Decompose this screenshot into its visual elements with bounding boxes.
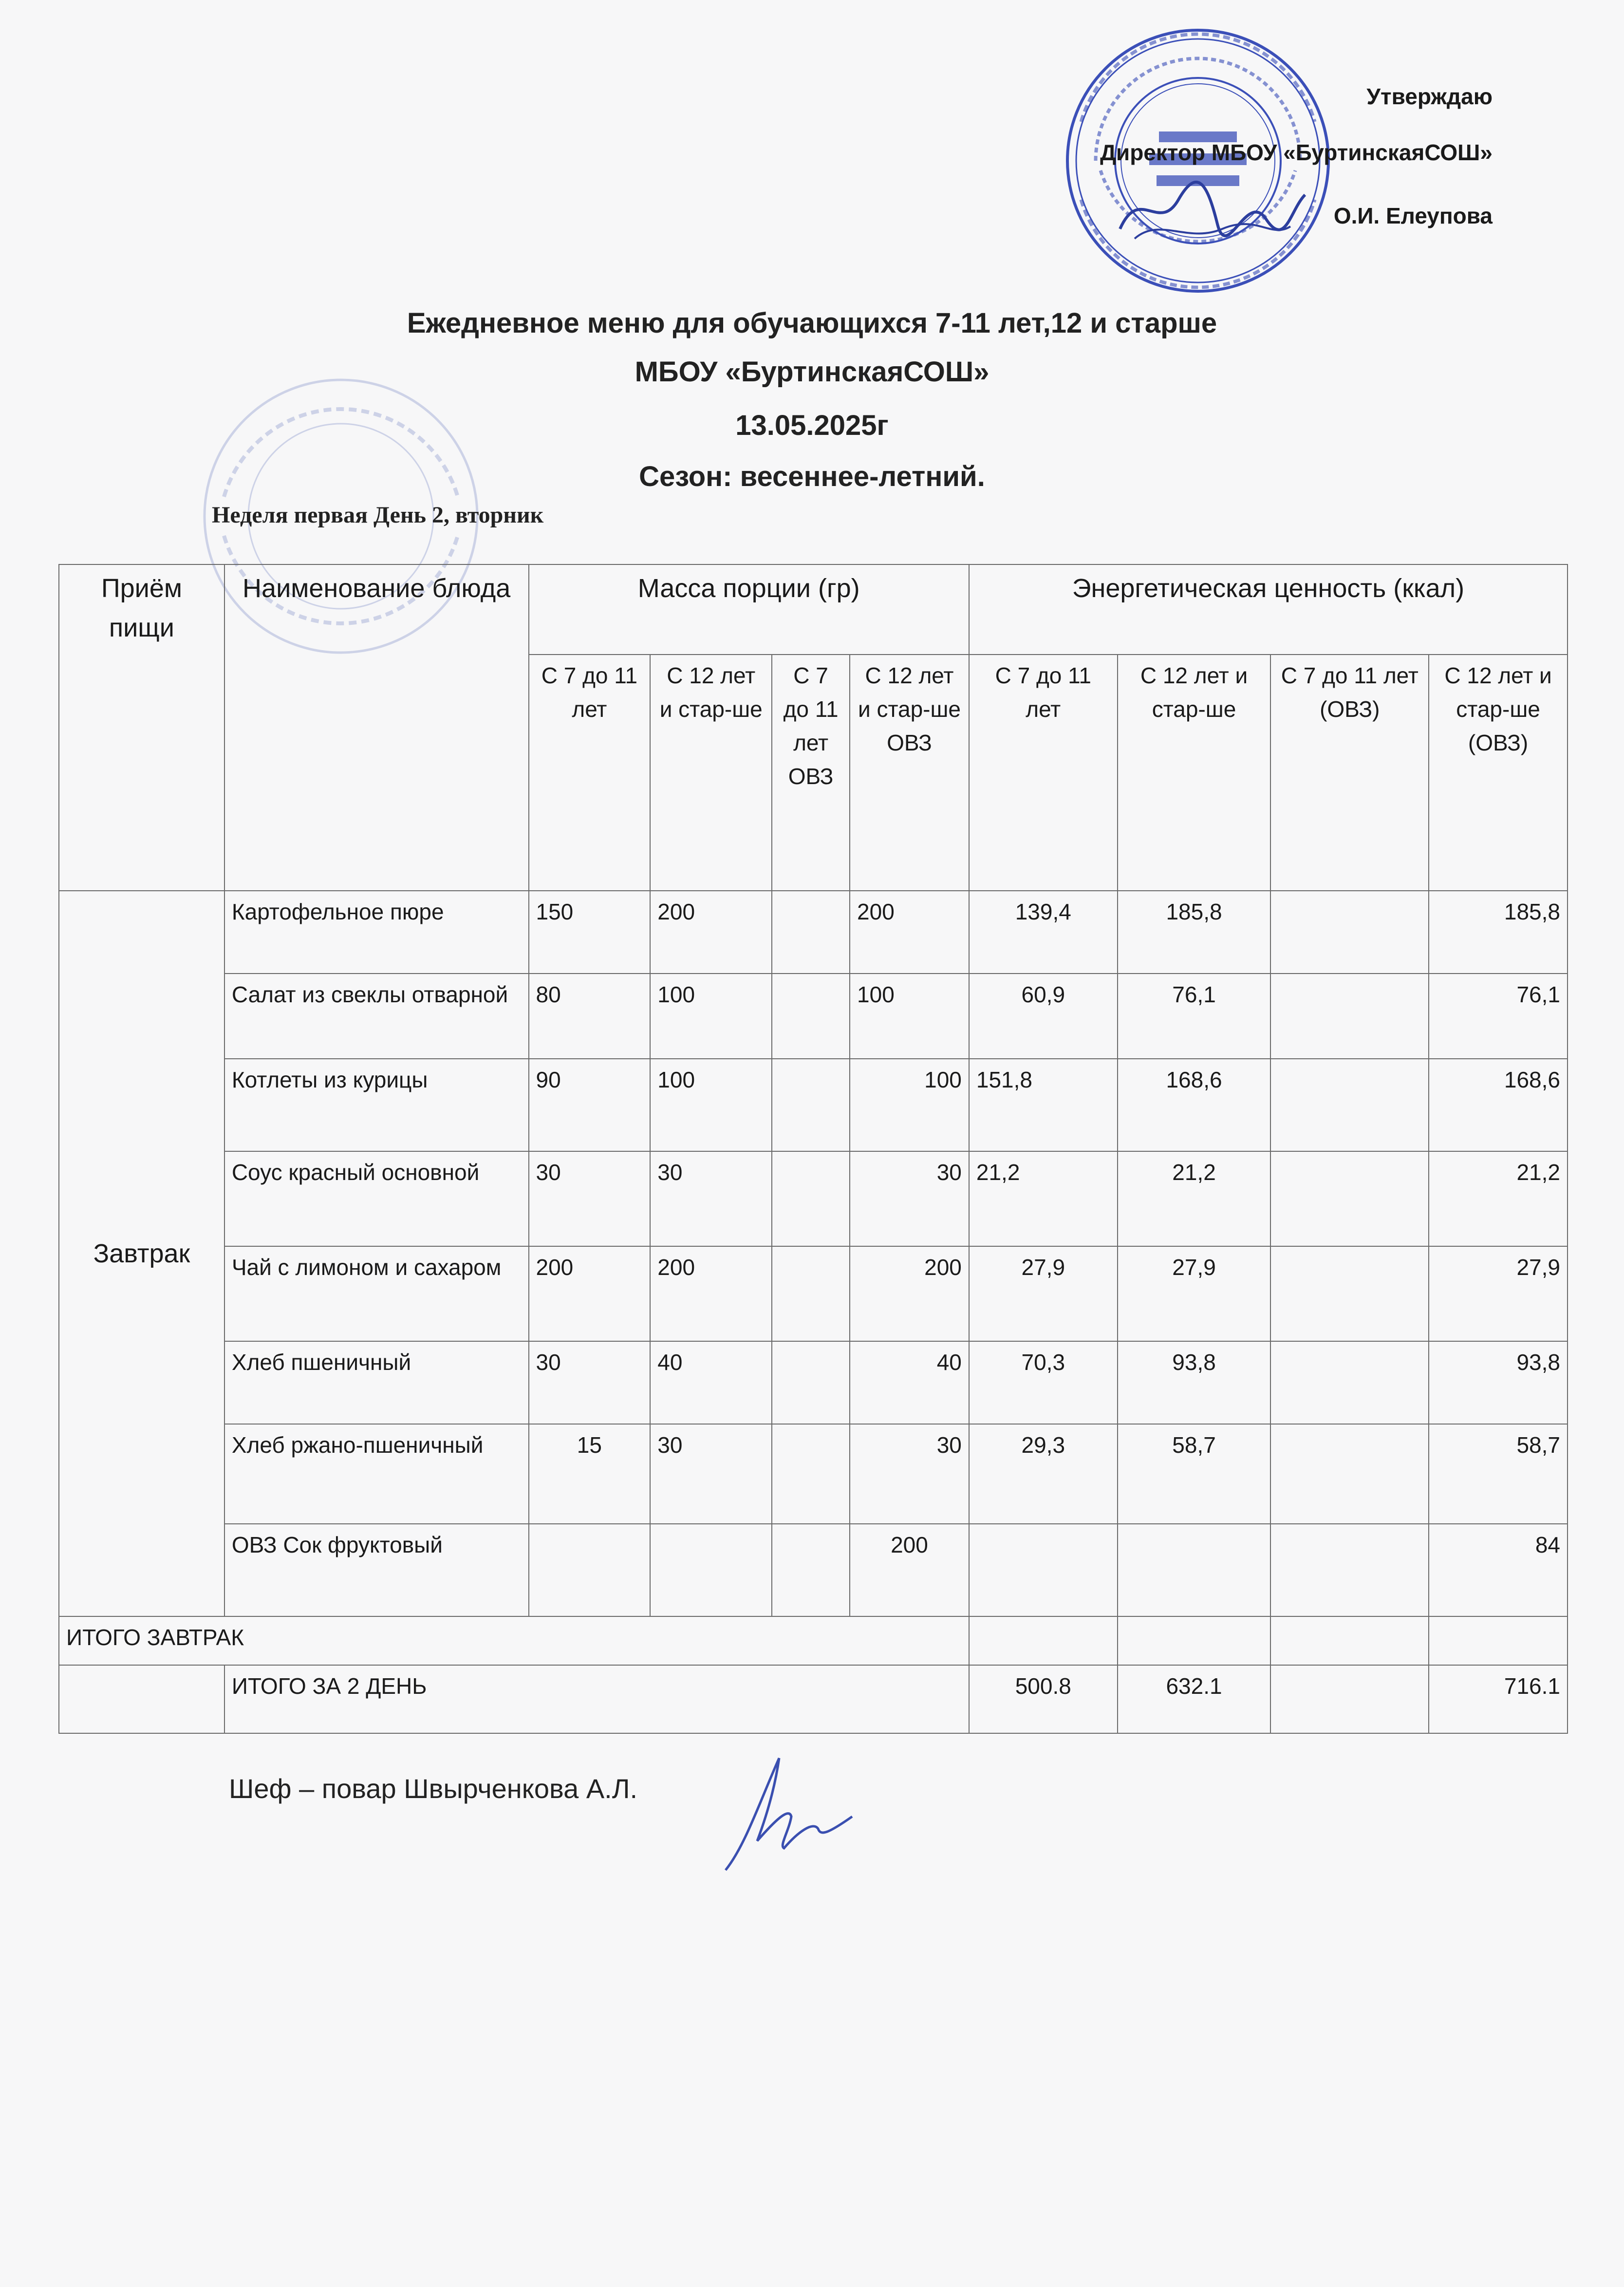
table-row	[59, 1341, 1568, 1424]
cell-value	[529, 1524, 651, 1616]
cell-value: 185,8	[1429, 891, 1568, 974]
cell-value: 168,6	[1429, 1059, 1568, 1151]
cell-value: 84	[1429, 1524, 1568, 1616]
cell-value: 27,9	[969, 1246, 1118, 1341]
cell-value: 27,9	[1429, 1246, 1568, 1341]
subheader-mass-12plus: С 12 лет и стар-ше	[650, 655, 772, 891]
header-mass: Масса порции (гр)	[529, 564, 969, 655]
cell-value: 30	[650, 1424, 772, 1524]
header-energy: Энергетическая ценность (ккал)	[969, 564, 1568, 655]
cell-value: 90	[529, 1059, 651, 1151]
cell-value	[772, 1524, 850, 1616]
table-row	[59, 1059, 1568, 1151]
cell-value	[1270, 1341, 1429, 1424]
cell-value	[650, 1524, 772, 1616]
chef-handwritten-signature	[706, 1748, 862, 1875]
subheader-energy-7-11-ovz: С 7 до 11 лет (ОВЗ)	[1270, 655, 1429, 891]
cell-value	[1270, 1424, 1429, 1524]
total-value: 500.8	[969, 1665, 1118, 1733]
header-dish: Наименование блюда	[224, 564, 529, 891]
cell-value	[772, 1341, 850, 1424]
cell-value: 40	[850, 1341, 969, 1424]
menu-table	[58, 564, 1568, 1734]
season-line: Сезон: весеннее-летний.	[639, 461, 985, 492]
table-row	[59, 1424, 1568, 1524]
cell-value: 30	[850, 1151, 969, 1246]
subheader-mass-7-11: С 7 до 11 лет	[529, 655, 651, 891]
cell-value: 30	[850, 1424, 969, 1524]
approval-line-1: Утверждаю	[1366, 84, 1493, 109]
cell-value: 40	[650, 1341, 772, 1424]
header-meal: Приём пищи	[59, 564, 224, 891]
approval-block	[859, 85, 1493, 241]
cell-value: 200	[850, 1524, 969, 1616]
cell-value: 21,2	[1118, 1151, 1271, 1246]
dish-name: Картофельное пюре	[224, 891, 529, 974]
cell-value: 30	[529, 1151, 651, 1246]
cell-value	[772, 1246, 850, 1341]
cell-value	[772, 891, 850, 974]
cell-value	[1270, 1151, 1429, 1246]
cell-value	[1270, 891, 1429, 974]
cell-value: 60,9	[969, 974, 1118, 1059]
cell-value: 21,2	[1429, 1151, 1568, 1246]
cell-value	[1270, 1524, 1429, 1616]
cell-value: 15	[529, 1424, 651, 1524]
cell-value: 200	[850, 891, 969, 974]
cell-value: 151,8	[969, 1059, 1118, 1151]
cell-value: 168,6	[1118, 1059, 1271, 1151]
approval-line-2: Директор МБОУ «БуртинскаяСОШ»	[1100, 140, 1493, 165]
total-breakfast-label: ИТОГО ЗАВТРАК	[59, 1616, 969, 1665]
cell-value: 200	[529, 1246, 651, 1341]
cell-value: 185,8	[1118, 891, 1271, 974]
table-row	[59, 1524, 1568, 1616]
approval-line-3: О.И. Елеупова	[1333, 203, 1493, 228]
cell-value: 100	[850, 974, 969, 1059]
dish-name: Котлеты из курицы	[224, 1059, 529, 1151]
cell-value	[772, 1151, 850, 1246]
week-day-line: Неделя первая День 2, вторник	[212, 502, 544, 528]
subheader-energy-12plus-ovz: С 12 лет и стар-ше (ОВЗ)	[1429, 655, 1568, 891]
table-row	[59, 1151, 1568, 1246]
total-day-label: ИТОГО ЗА 2 ДЕНЬ	[224, 1665, 969, 1733]
chef-signature-line: Шеф – повар Швырченкова А.Л.	[229, 1773, 638, 1804]
cell-value: 30	[650, 1151, 772, 1246]
cell-value: 93,8	[1429, 1341, 1568, 1424]
cell-value: 27,9	[1118, 1246, 1271, 1341]
dish-name: Салат из свеклы отварной	[224, 974, 529, 1059]
cell-value	[1270, 1059, 1429, 1151]
cell-value: 80	[529, 974, 651, 1059]
table-row	[59, 891, 1568, 974]
cell-value: 100	[850, 1059, 969, 1151]
cell-value: 58,7	[1118, 1424, 1271, 1524]
dish-name: ОВЗ Сок фруктовый	[224, 1524, 529, 1616]
cell-value: 30	[529, 1341, 651, 1424]
total-value: 632.1	[1118, 1665, 1271, 1733]
subheader-energy-7-11: С 7 до 11 лет	[969, 655, 1118, 891]
meal-name: Завтрак	[59, 891, 224, 1616]
cell-value	[969, 1524, 1118, 1616]
table-row	[59, 974, 1568, 1059]
cell-value: 21,2	[969, 1151, 1118, 1246]
cell-value: 200	[650, 1246, 772, 1341]
cell-value: 150	[529, 891, 651, 974]
document-title: Ежедневное меню для обучающихся 7-11 лет,12 и старше	[407, 307, 1217, 339]
cell-value: 76,1	[1429, 974, 1568, 1059]
cell-value: 200	[850, 1246, 969, 1341]
dish-name: Чай с лимоном и сахаром	[224, 1246, 529, 1341]
total-breakfast-row	[59, 1616, 1568, 1665]
total-day-row	[59, 1665, 1568, 1733]
dish-name: Хлеб ржано-пшеничный	[224, 1424, 529, 1524]
cell-value: 70,3	[969, 1341, 1118, 1424]
cell-value: 200	[650, 891, 772, 974]
menu-date: 13.05.2025г	[735, 410, 889, 441]
cell-value: 100	[650, 974, 772, 1059]
cell-value: 58,7	[1429, 1424, 1568, 1524]
dish-name: Соус красный основной	[224, 1151, 529, 1246]
subheader-energy-12plus: С 12 лет и стар-ше	[1118, 655, 1271, 891]
cell-value	[1270, 1246, 1429, 1341]
subheader-mass-7-11-ovz: С 7 до 11 лет ОВЗ	[772, 655, 850, 891]
school-name: МБОУ «БуртинскаяСОШ»	[635, 356, 989, 388]
cell-value	[772, 974, 850, 1059]
cell-value: 100	[650, 1059, 772, 1151]
subheader-mass-12plus-ovz: С 12 лет и стар-ше ОВЗ	[850, 655, 969, 891]
cell-value	[772, 1424, 850, 1524]
cell-value: 29,3	[969, 1424, 1118, 1524]
cell-value: 139,4	[969, 891, 1118, 974]
cell-value: 76,1	[1118, 974, 1271, 1059]
cell-value	[1118, 1524, 1271, 1616]
total-value	[1270, 1665, 1429, 1733]
cell-value: 93,8	[1118, 1341, 1271, 1424]
cell-value	[772, 1059, 850, 1151]
cell-value	[1270, 974, 1429, 1059]
total-value: 716.1	[1429, 1665, 1568, 1733]
table-row	[59, 1246, 1568, 1341]
dish-name: Хлеб пшеничный	[224, 1341, 529, 1424]
